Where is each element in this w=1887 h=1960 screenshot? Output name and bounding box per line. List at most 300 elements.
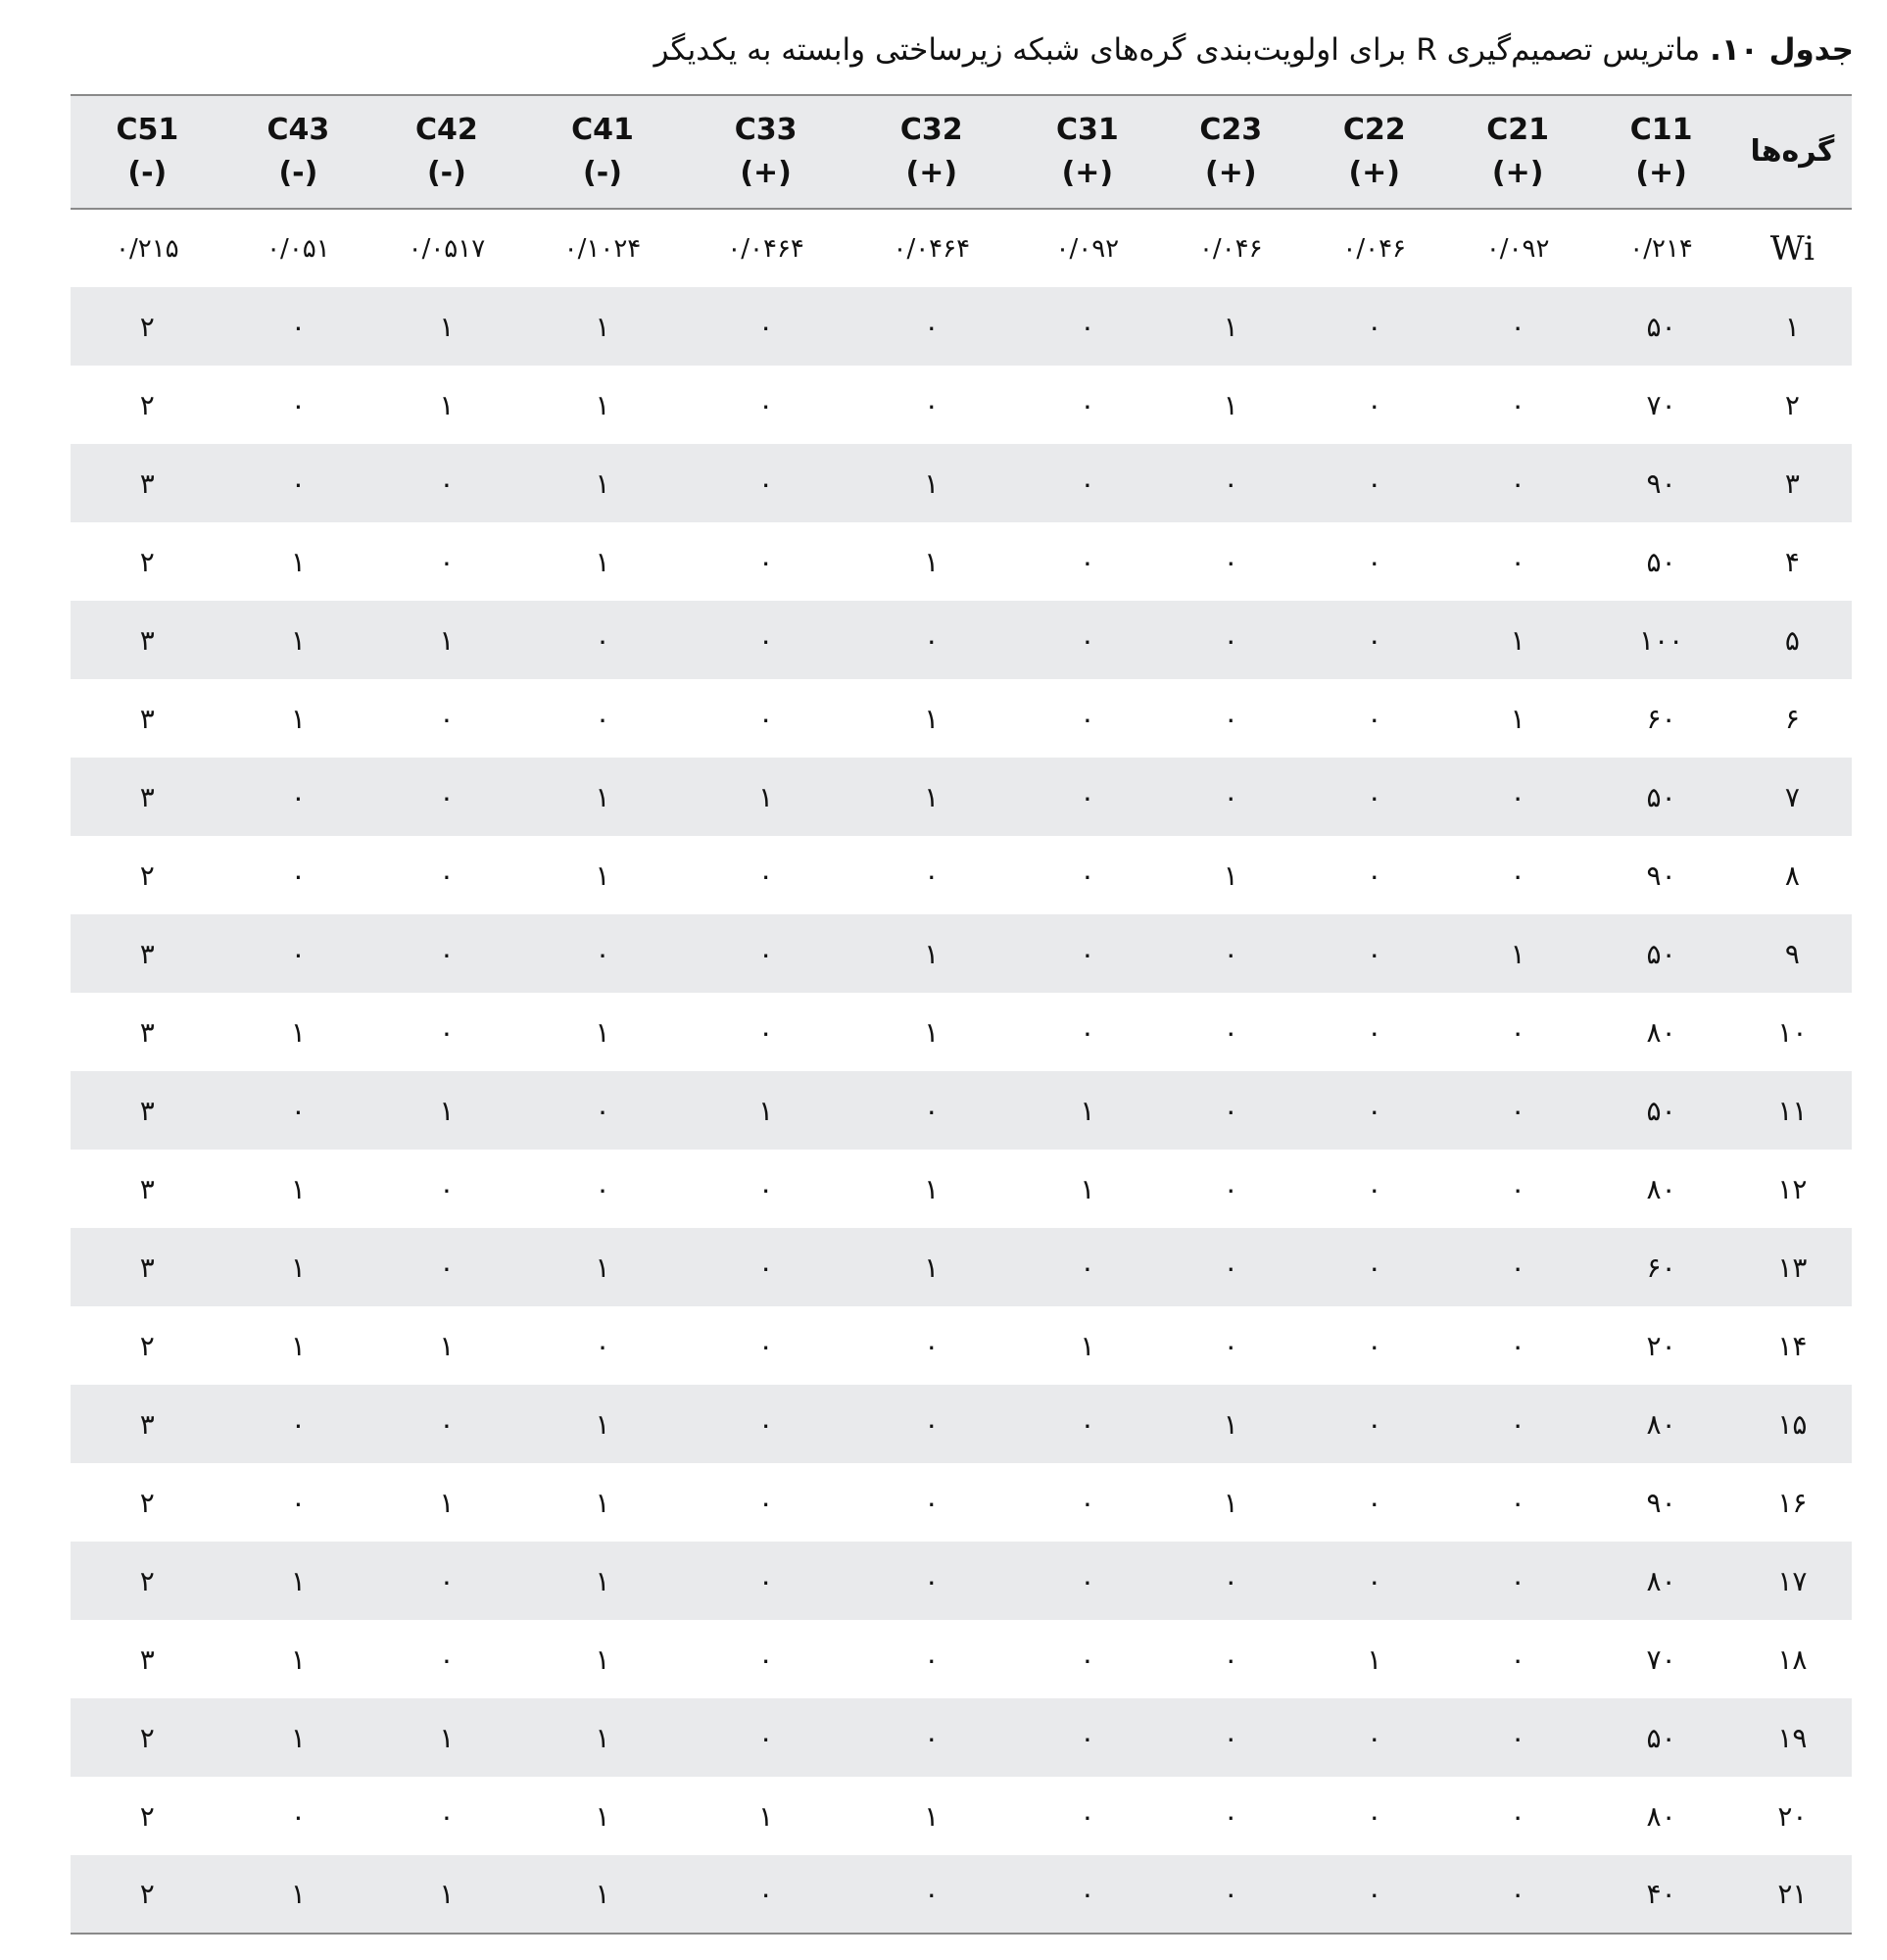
value-cell: ۰ [595,1329,610,1362]
value-cell: ۰ [1367,1878,1382,1910]
caption-label: جدول ۱۰. [1710,32,1854,68]
value-cell: ۰ [1367,1172,1382,1205]
node-number: ۱۲ [1777,1172,1808,1205]
value-cell: ۱ [439,623,455,657]
value-cell: ۰ [1223,1564,1238,1597]
value-cell: ۰ [758,1407,774,1441]
value-cell: ۰ [1510,858,1525,892]
value-cell: ۱ [1367,1642,1382,1676]
value-cell: ۰ [1223,780,1238,813]
value-cell: ۱ [290,1172,306,1205]
value-cell: ۱ [595,545,610,578]
criterion-sign: (+) [1491,156,1544,190]
node-number: ۶ [1784,702,1800,735]
weights-row [71,209,1852,287]
value-cell: ۰ [439,1642,455,1676]
value-cell: ۰ [439,702,455,735]
decision-matrix-table-container [71,94,1852,1935]
value-cell: ۰ [1080,1015,1095,1049]
table-row [71,914,1852,993]
value-cell: ۰ [290,1094,306,1127]
value-cell: ۰ [924,1564,940,1597]
table-row [71,444,1852,522]
criterion-sign: (+) [740,156,792,190]
value-cell: ۱ [924,545,940,578]
value-cell: ۰ [924,1486,940,1519]
value-cell: ۳ [139,1407,155,1441]
table-row [71,1071,1852,1150]
value-cell: ۰ [1367,1721,1382,1754]
value-cell: ۰ [595,1172,610,1205]
value-cell: ۰ [1080,937,1095,970]
value-cell: ۱ [595,388,610,421]
value-cell: ۰ [1510,1015,1525,1049]
value-cell: ۰ [758,1486,774,1519]
value-cell: ۰ [439,1250,455,1284]
weight-cell: ۰/۰۴۶ [1198,233,1263,264]
value-cell: ۰ [758,545,774,578]
value-cell: ۰ [439,1172,455,1205]
header-c22 [1303,95,1446,209]
value-cell: ۰ [1510,388,1525,421]
value-cell: ۰ [758,1564,774,1597]
value-cell: ۰ [439,780,455,813]
value-cell: ۱ [595,1564,610,1597]
value-cell: ۰ [1080,858,1095,892]
value-cell: ۰ [1510,1250,1525,1284]
criterion-sign: (-) [426,156,466,190]
value-cell: ۱ [439,1878,455,1910]
value-cell: ۹۰ [1646,466,1676,500]
value-cell: ۰ [1510,1564,1525,1597]
value-cell: ۰ [439,1799,455,1833]
value-cell: ۱ [924,780,940,813]
value-cell: ۱ [290,1721,306,1754]
value-cell: ۰ [290,388,306,421]
value-cell: ۰ [924,1407,940,1441]
header-c32 [847,95,1016,209]
table-row [71,1698,1852,1777]
value-cell: ۸۰ [1646,1015,1676,1049]
header-c42 [372,95,521,209]
value-cell: ۰ [595,702,610,735]
node-number: ۳ [1784,466,1800,500]
value-cell: ۳ [139,1642,155,1676]
value-cell: ۹۰ [1646,858,1676,892]
node-number: ۱۸ [1777,1642,1808,1676]
weight-cell: ۰/۰۵۱۷ [408,233,486,264]
value-cell: ۱ [1223,310,1238,343]
value-cell: ۱ [595,310,610,343]
header-c51 [71,95,224,209]
value-cell: ۰ [1080,545,1095,578]
criterion-sign: (+) [1635,156,1687,190]
value-cell: ۰ [1510,1172,1525,1205]
weight-cell: ۰/۲۱۴ [1629,233,1693,264]
value-cell: ۲ [139,1486,155,1519]
value-cell: ۱ [595,1015,610,1049]
value-cell: ۰ [1367,466,1382,500]
value-cell: ۰ [758,702,774,735]
value-cell: ۰ [1080,1721,1095,1754]
table-row [71,1228,1852,1306]
node-number: ۲۰ [1777,1799,1808,1833]
value-cell: ۱ [290,1878,306,1910]
value-cell: ۱ [290,623,306,657]
value-cell: ۰ [1510,1878,1525,1910]
header-c33 [684,95,847,209]
value-cell: ۰ [1510,780,1525,813]
value-cell: ۱ [924,466,940,500]
value-cell: ۳ [139,1015,155,1049]
table-row [71,1542,1852,1620]
value-cell: ۰ [1223,702,1238,735]
value-cell: ۸۰ [1646,1407,1676,1441]
header-nodes: گره‌ها [1733,95,1852,209]
table-row [71,601,1852,679]
value-cell: ۵۰ [1646,937,1676,970]
criterion-name: C31 [1055,113,1119,147]
criterion-sign: (-) [278,156,318,190]
value-cell: ۱ [439,1329,455,1362]
value-cell: ۰ [924,1094,940,1127]
value-cell: ۱ [1510,937,1525,970]
value-cell: ۱ [1223,388,1238,421]
value-cell: ۰ [439,1564,455,1597]
value-cell: ۰ [1223,1329,1238,1362]
value-cell: ۳ [139,1250,155,1284]
value-cell: ۰ [1080,702,1095,735]
value-cell: ۰ [1223,1878,1238,1910]
weight-cell: ۰/۰۹۲ [1055,233,1120,264]
weight-cell: ۰/۰۴۶۴ [893,233,971,264]
table-row [71,993,1852,1071]
value-cell: ۰ [924,1878,940,1910]
header-c31 [1016,95,1159,209]
value-cell: ۸۰ [1646,1564,1676,1597]
weights-label: Wi [1769,228,1815,269]
node-number: ۱۷ [1777,1564,1808,1597]
value-cell: ۳ [139,702,155,735]
value-cell: ۰ [1223,937,1238,970]
value-cell: ۰ [758,1172,774,1205]
value-cell: ۱ [290,1015,306,1049]
value-cell: ۰ [1510,1486,1525,1519]
value-cell: ۱ [595,1642,610,1676]
value-cell: ۰ [1367,780,1382,813]
value-cell: ۲۰ [1646,1329,1676,1362]
value-cell: ۰ [1510,1721,1525,1754]
node-number: ۲ [1784,388,1800,421]
value-cell: ۰ [1367,310,1382,343]
criterion-name: C32 [899,113,963,147]
node-number: ۵ [1784,623,1800,657]
value-cell: ۱ [290,545,306,578]
table-row [71,1620,1852,1698]
criterion-sign: (+) [1205,156,1257,190]
value-cell: ۰ [1367,1799,1382,1833]
table-row [71,679,1852,758]
value-cell: ۲ [139,310,155,343]
value-cell: ۰ [1080,1878,1095,1910]
value-cell: ۳ [139,466,155,500]
value-cell: ۱ [924,1799,940,1833]
value-cell: ۰ [1080,780,1095,813]
value-cell: ۰ [439,1407,455,1441]
value-cell: ۱ [439,1486,455,1519]
value-cell: ۰ [439,545,455,578]
criterion-sign: (+) [1348,156,1400,190]
value-cell: ۰ [1367,937,1382,970]
value-cell: ۵۰ [1646,545,1676,578]
value-cell: ۱ [290,702,306,735]
value-cell: ۰ [1367,1407,1382,1441]
table-row [71,758,1852,836]
table-row [71,1385,1852,1463]
value-cell: ۰ [1367,388,1382,421]
value-cell: ۳ [139,623,155,657]
value-cell: ۳ [139,937,155,970]
value-cell: ۰ [758,937,774,970]
value-cell: ۰ [439,858,455,892]
criterion-name: C23 [1199,113,1263,147]
value-cell: ۰ [1367,1094,1382,1127]
value-cell: ۱ [1510,702,1525,735]
value-cell: ۰ [924,310,940,343]
criterion-name: C43 [266,113,330,147]
value-cell: ۱ [595,1407,610,1441]
weight-cell: ۰/۰۴۶ [1342,233,1407,264]
value-cell: ۱ [595,1878,610,1910]
value-cell: ۰ [1510,1329,1525,1362]
value-cell: ۱ [924,1015,940,1049]
value-cell: ۰ [1223,1721,1238,1754]
node-number: ۱۱ [1777,1094,1808,1127]
node-number: ۹ [1784,937,1800,970]
value-cell: ۰ [758,1642,774,1676]
value-cell: ۱ [758,780,774,813]
node-number: ۲۱ [1777,1878,1808,1910]
value-cell: ۰ [1080,1642,1095,1676]
table-row [71,1855,1852,1934]
weight-cell: ۰/۰۴۶۴ [727,233,804,264]
value-cell: ۰ [924,1642,940,1676]
value-cell: ۱ [595,1250,610,1284]
value-cell: ۱ [595,466,610,500]
value-cell: ۰ [290,780,306,813]
node-number: ۱۴ [1777,1329,1808,1362]
value-cell: ۱ [290,1329,306,1362]
criterion-name: C22 [1342,113,1406,147]
value-cell: ۰ [290,1407,306,1441]
criterion-sign: (+) [905,156,958,190]
value-cell: ۰ [1223,1172,1238,1205]
value-cell: ۰ [1080,1407,1095,1441]
value-cell: ۱ [439,310,455,343]
value-cell: ۰ [1367,1250,1382,1284]
value-cell: ۰ [1223,466,1238,500]
value-cell: ۱ [439,1094,455,1127]
header-c11 [1589,95,1732,209]
value-cell: ۱ [1223,858,1238,892]
value-cell: ۰ [1367,1564,1382,1597]
table-row [71,1463,1852,1542]
value-cell: ۰ [1223,545,1238,578]
value-cell: ۲ [139,545,155,578]
value-cell: ۱ [439,1721,455,1754]
value-cell: ۳ [139,780,155,813]
value-cell: ۰ [758,1015,774,1049]
value-cell: ۱ [1223,1407,1238,1441]
value-cell: ۱۰۰ [1639,623,1684,657]
node-number: ۱ [1784,310,1800,343]
value-cell: ۱ [439,388,455,421]
value-cell: ۰ [1223,1642,1238,1676]
value-cell: ۰ [1510,545,1525,578]
value-cell: ۰ [1367,1015,1382,1049]
table-row [71,1306,1852,1385]
value-cell: ۱ [595,858,610,892]
value-cell: ۰ [290,1799,306,1833]
value-cell: ۶۰ [1646,702,1676,735]
value-cell: ۵۰ [1646,1094,1676,1127]
value-cell: ۰ [1367,1329,1382,1362]
weight-cell: ۰/۰۹۲ [1485,233,1550,264]
table-header [71,95,1852,209]
node-number: ۱۵ [1777,1407,1808,1441]
value-cell: ۱ [1510,623,1525,657]
criterion-name: C33 [734,113,798,147]
table-row [71,1150,1852,1228]
value-cell: ۰ [290,466,306,500]
header-c41 [521,95,685,209]
criterion-sign: (+) [1061,156,1114,190]
header-c23 [1159,95,1302,209]
value-cell: ۸۰ [1646,1172,1676,1205]
header-c21 [1446,95,1589,209]
value-cell: ۰ [758,310,774,343]
value-cell: ۰ [758,388,774,421]
value-cell: ۲ [139,858,155,892]
value-cell: ۰ [439,937,455,970]
value-cell: ۰ [1223,1799,1238,1833]
value-cell: ۰ [1367,623,1382,657]
value-cell: ۰ [595,937,610,970]
value-cell: ۰ [758,1721,774,1754]
value-cell: ۰ [1080,466,1095,500]
node-number: ۱۶ [1777,1486,1808,1519]
table-body [71,209,1852,1934]
value-cell: ۱ [595,1721,610,1754]
value-cell: ۳ [139,1172,155,1205]
value-cell: ۰ [1367,1486,1382,1519]
value-cell: ۰ [1510,310,1525,343]
value-cell: ۰ [924,623,940,657]
value-cell: ۰ [1080,623,1095,657]
value-cell: ۱ [595,1799,610,1833]
value-cell: ۱ [924,937,940,970]
node-number: ۸ [1784,858,1800,892]
node-number: ۱۰ [1777,1015,1808,1049]
value-cell: ۰ [924,1329,940,1362]
value-cell: ۰ [439,466,455,500]
value-cell: ۰ [1080,388,1095,421]
value-cell: ۵۰ [1646,310,1676,343]
value-cell: ۲ [139,388,155,421]
value-cell: ۰ [1223,1015,1238,1049]
value-cell: ۰ [758,858,774,892]
value-cell: ۲ [139,1564,155,1597]
value-cell: ۰ [1367,545,1382,578]
weight-cell: ۰/۲۱۵ [116,233,179,264]
value-cell: ۰ [1080,1564,1095,1597]
table-row [71,287,1852,366]
value-cell: ۰ [290,1486,306,1519]
value-cell: ۰ [595,623,610,657]
value-cell: ۸۰ [1646,1799,1676,1833]
value-cell: ۰ [290,858,306,892]
value-cell: ۰ [1080,1250,1095,1284]
criterion-name: C51 [116,113,179,147]
value-cell: ۷۰ [1646,388,1676,421]
value-cell: ۰ [758,623,774,657]
value-cell: ۱ [1080,1172,1095,1205]
value-cell: ۱ [290,1564,306,1597]
value-cell: ۰ [924,858,940,892]
value-cell: ۷۰ [1646,1642,1676,1676]
criterion-name: C21 [1486,113,1550,147]
value-cell: ۵۰ [1646,780,1676,813]
value-cell: ۴۰ [1646,1878,1676,1910]
value-cell: ۲ [139,1721,155,1754]
value-cell: ۱ [758,1094,774,1127]
value-cell: ۰ [1223,623,1238,657]
value-cell: ۱ [1223,1486,1238,1519]
value-cell: ۱ [595,780,610,813]
value-cell: ۰ [1367,702,1382,735]
table-row [71,1777,1852,1855]
value-cell: ۱ [290,1250,306,1284]
value-cell: ۰ [1367,858,1382,892]
header-row [71,95,1852,209]
value-cell: ۹۰ [1646,1486,1676,1519]
criterion-name: C42 [415,113,478,147]
value-cell: ۰ [1223,1250,1238,1284]
value-cell: ۱ [290,1642,306,1676]
value-cell: ۱ [924,1250,940,1284]
value-cell: ۰ [1080,1799,1095,1833]
value-cell: ۱ [1080,1329,1095,1362]
value-cell: ۱ [758,1799,774,1833]
node-number: ۷ [1784,780,1800,813]
value-cell: ۱ [924,1172,940,1205]
value-cell: ۰ [290,937,306,970]
value-cell: ۲ [139,1878,155,1910]
value-cell: ۵۰ [1646,1721,1676,1754]
value-cell: ۰ [1510,466,1525,500]
table-row [71,366,1852,444]
value-cell: ۱ [1080,1094,1095,1127]
value-cell: ۰ [758,1250,774,1284]
criterion-sign: (-) [583,156,622,190]
value-cell: ۲ [139,1799,155,1833]
node-number: ۴ [1784,545,1800,578]
value-cell: ۰ [924,388,940,421]
node-number: ۱۹ [1777,1721,1808,1754]
header-c43 [224,95,373,209]
node-number: ۱۳ [1777,1250,1808,1284]
value-cell: ۱ [595,1486,610,1519]
